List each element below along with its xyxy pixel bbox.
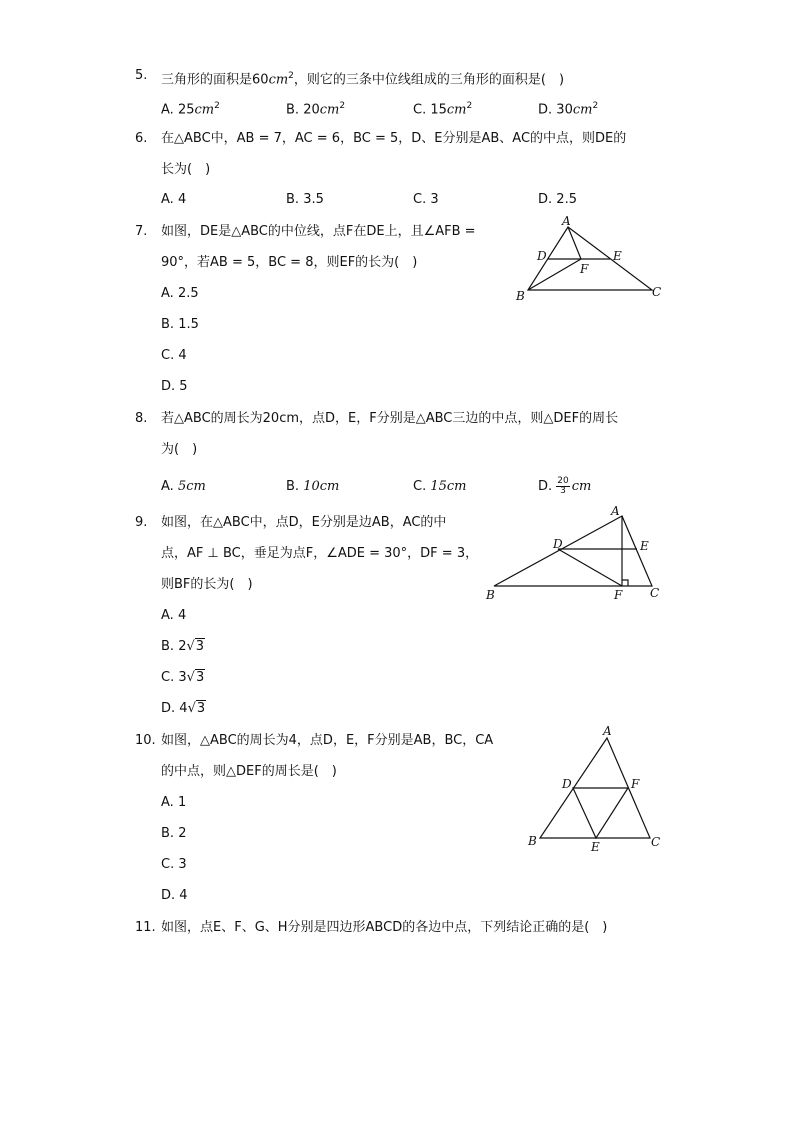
- option-d[interactable]: D. 2.5: [538, 192, 577, 207]
- option-a[interactable]: A. 5cm: [161, 479, 206, 494]
- sqrt-symbol: √3: [186, 670, 205, 685]
- segment-bf: [528, 259, 581, 290]
- label-a: A: [562, 214, 571, 228]
- sqrt-symbol: √3: [187, 701, 206, 716]
- label-c: C: [652, 285, 662, 299]
- question-stem-line-1: 在△ABC中，AB = 7，AC = 6，BC = 5，D、E分别是AB、AC的中点，则DE的: [161, 131, 627, 146]
- label-c: C: [650, 586, 660, 600]
- question-stem-line-2: 点，AF ⊥ BC，垂足为点F，∠ADE = 30°，DF = 3，: [161, 546, 479, 561]
- option-b[interactable]: B. 2: [161, 826, 187, 841]
- option-c[interactable]: C. 3√3: [161, 668, 205, 688]
- option-a[interactable]: A. 1: [161, 795, 187, 810]
- triangle-def: [573, 788, 628, 838]
- question-stem-line-1: 如图，DE是△ABC的中位线，点F在DE上，且∠AFB =: [161, 224, 476, 239]
- option-d[interactable]: D. 4: [161, 888, 188, 903]
- option-d[interactable]: D. 5: [161, 379, 188, 394]
- label-d: D: [562, 777, 572, 791]
- question-stem-line-2: 为( ): [161, 442, 198, 457]
- question-number: 10.: [135, 733, 156, 748]
- option-a[interactable]: A. 2.5: [161, 286, 199, 301]
- label-b: B: [528, 834, 537, 848]
- label-d: D: [537, 249, 547, 263]
- figure-q10-triangle: [520, 720, 670, 860]
- sqrt-symbol: √3: [186, 639, 205, 654]
- option-d[interactable]: D. $\frac{20}{3}$ cm: [538, 476, 592, 496]
- question-number: 8.: [135, 411, 148, 426]
- question-number: 5.: [135, 68, 148, 83]
- label-c: C: [651, 835, 661, 849]
- option-b[interactable]: B. 10cm: [286, 479, 340, 494]
- option-c[interactable]: C. 4: [161, 348, 187, 363]
- label-a: A: [611, 504, 620, 518]
- label-b: B: [516, 289, 525, 303]
- question-stem-line-2: 90°，若AB = 5，BC = 8，则EF的长为( ): [161, 255, 418, 270]
- label-f: F: [614, 588, 623, 602]
- option-d[interactable]: D. $30cm^2$: [538, 101, 599, 118]
- option-b[interactable]: B. 3.5: [286, 192, 324, 207]
- right-angle-mark: [622, 580, 628, 586]
- fraction: $\frac{20}{3}$: [557, 476, 569, 496]
- option-c[interactable]: C. 3: [413, 192, 439, 207]
- label-e: E: [613, 249, 622, 263]
- question-number: 11.: [135, 920, 156, 935]
- option-a[interactable]: A. 4: [161, 608, 187, 623]
- question-stem-line-1: 如图，△ABC的周长为4，点D，E，F分别是AB，BC，CA: [161, 733, 494, 748]
- question-stem-line-3: 则BF的长为( ): [161, 577, 253, 592]
- question-stem-line-2: 长为( ): [161, 162, 211, 177]
- triangle-abc: [494, 516, 652, 586]
- label-e: E: [640, 539, 649, 553]
- option-c[interactable]: C. 3: [161, 857, 187, 872]
- label-f: F: [631, 777, 640, 791]
- option-d[interactable]: D. 4√3: [161, 699, 206, 719]
- option-b[interactable]: B. 2√3: [161, 637, 205, 657]
- label-e: E: [591, 840, 600, 854]
- question-stem-line-1: 如图，在△ABC中，点D，E分别是边AB，AC的中: [161, 515, 447, 530]
- question-number: 7.: [135, 224, 148, 239]
- figure-q9-triangle: [480, 500, 670, 606]
- question-stem-line-1: 如图，点E、F、G、H分别是四边形ABCD的各边中点，下列结论正确的是( ): [161, 920, 608, 935]
- question-stem-line-2: 的中点，则△DEF的周长是( ): [161, 764, 337, 779]
- option-c[interactable]: C. 15cm: [413, 479, 467, 494]
- option-b[interactable]: B. 1.5: [161, 317, 199, 332]
- question-stem: 三角形的面积是$60cm^2$，则它的三条中位线组成的三角形的面积是( ): [161, 71, 565, 88]
- option-a[interactable]: A. $25cm^2$: [161, 101, 220, 118]
- label-d: D: [553, 537, 563, 551]
- option-a[interactable]: A. 4: [161, 192, 187, 207]
- option-c[interactable]: C. $15cm^2$: [413, 101, 473, 118]
- figure-q7-triangle: [510, 212, 670, 304]
- label-b: B: [486, 588, 495, 602]
- label-f: F: [580, 262, 589, 276]
- question-number: 6.: [135, 131, 148, 146]
- question-stem-line-1: 若△ABC的周长为20cm，点D，E，F分别是△ABC三边的中点，则△DEF的周长: [161, 411, 619, 426]
- question-number: 9.: [135, 515, 148, 530]
- segment-df: [558, 549, 622, 586]
- option-b[interactable]: B. $20cm^2$: [286, 101, 346, 118]
- label-a: A: [603, 724, 612, 738]
